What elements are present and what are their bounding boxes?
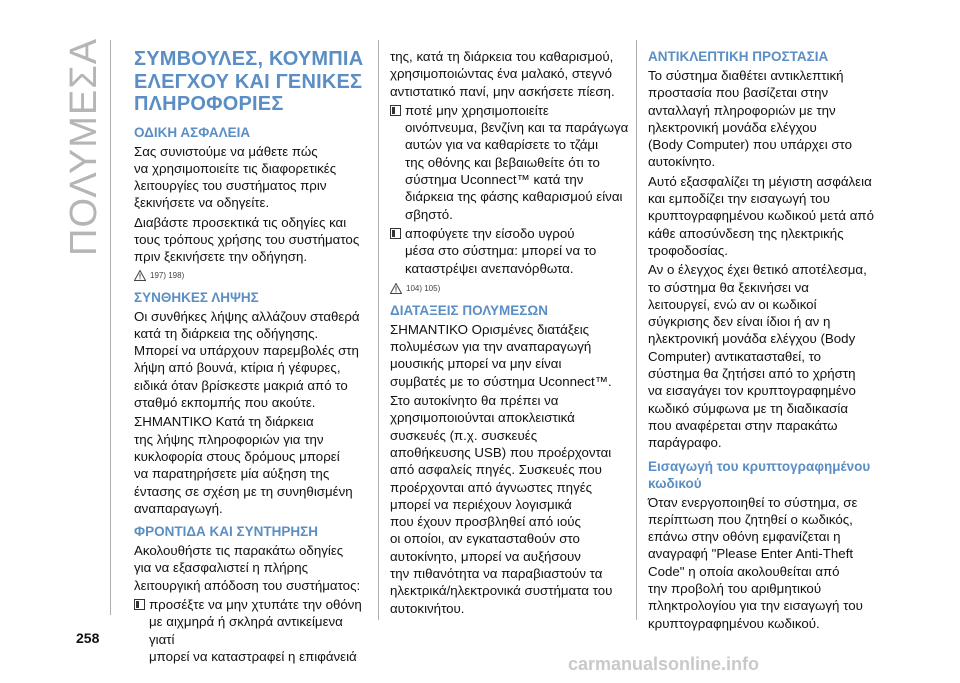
list-item-text: προσέξτε να μην χτυπάτε την οθόνη με αιχμηρά ή σκληρά αντικείμενα γιατί μπορεί να καταστραφεί η επιφάνειά <box>149 597 362 664</box>
column-divider <box>378 40 379 620</box>
paragraph: Το σύστημα διαθέτει αντικλεπτική προστασία που βασίζεται στην ανταλλαγή πληροφοριών με την ηλεκτρονική μονάδα ελέγχου (Body Computer) που υπάρχει στο αυτοκίνητο. <box>648 68 853 170</box>
paragraph: της, κατά τη διάρκεια του καθαρισμού, χρησιμοποιώντας ένα μαλακό, στεγνό αντιστατικό πανί, μην ασκήσετε πίεση. <box>390 49 615 99</box>
column-1 <box>134 48 370 667</box>
paragraph: Στο αυτοκίνητο θα πρέπει να χρησιμοποιούνται αποκλειστικά συσκευές (π.χ. συσκευές αποθήκευσης USB) που προέρχονται από ασφαλείς πηγές. Συσκευές που προέρχονται από άγνωστες πηγές μπορεί να περιέχουν λογισμικά που έχουν προσβληθεί από ιούς οι οποίοι, αν εγκατασταθούν στο αυτοκίνητο, μπορεί να αυξήσουν την πιθανότητα να παραβιαστούν τα ηλεκτρικά/ηλεκτρονικά συστήματα του αυτοκινήτου. <box>390 393 613 616</box>
section-heading-reception: ΣΥΝΘΗΚΕΣ ΛΗΨΗΣ <box>134 289 259 305</box>
chapter-title: ΣΥΜΒΟΥΛΕΣ, ΚΟΥΜΠΙΑ ΕΛΕΓΧΟΥ ΚΑΙ ΓΕΝΙΚΕΣ ΠΛΗΡΟΦΟΡΙΕΣ <box>134 48 364 115</box>
column-3 <box>648 48 888 634</box>
section-tab: ΠΟΛΥΜΕΣΑ <box>63 38 105 257</box>
list-item-text: αποφύγετε την είσοδο υγρού μέσα στο σύστημα: μπορεί να το καταστρέψει ανεπανόρθωτα. <box>405 225 597 276</box>
warning-triangle-icon <box>134 270 146 281</box>
list-item <box>390 102 630 225</box>
paragraph: Οι συνθήκες λήψης αλλάζουν σταθερά κατά τη διάρκεια της οδήγησης. Μπορεί να υπάρχουν παρεμβολές στη λήψη από βουνά, κτίρια ή γέφυρες, ειδικά όταν βρίσκεστε μακριά από το σταθμό εκπομπής που ακούτε. <box>134 308 360 411</box>
side-divider <box>110 40 111 615</box>
list-item <box>134 596 370 667</box>
paragraph: Σας συνιστούμε να μάθετε πώς να χρησιμοποιείτε τις διαφορετικές λειτουργίες του συστήματος πριν ξεκινήσετε να οδηγείτε. <box>134 143 337 211</box>
reference-numbers: 104) 105) <box>406 284 441 294</box>
paragraph: Αυτό εξασφαλίζει τη μέγιστη ασφάλεια και εμποδίζει την εισαγωγή του κρυπτογραφημένου κωδικού μετά από κάθε αποσύνδεση της ηλεκτρικής τροφοδοσίας. <box>648 173 874 258</box>
list-item <box>390 225 630 279</box>
section-heading-road-safety: ΟΔΙΚΗ ΑΣΦΑΛΕΙΑ <box>134 124 251 140</box>
column-2 <box>390 48 630 619</box>
section-heading-care: ΦΡΟΝΤΙΔΑ ΚΑΙ ΣΥΝΤΗΡΗΣΗ <box>134 524 318 540</box>
warning-triangle-icon <box>390 283 402 294</box>
section-heading-multimedia-devices: ΔΙΑΤΑΞΕΙΣ ΠΟΛΥΜΕΣΩΝ <box>390 302 548 318</box>
paragraph: Διαβάστε προσεκτικά τις οδηγίες και τους τρόπους χρήσης του συστήματος πριν ξεκινήσετε την οδήγηση. <box>134 214 360 265</box>
paragraph: Ακολουθήστε τις παρακάτω οδηγίες για να εξασφαλιστεί η πλήρης λειτουργική απόδοση του συστήματος: <box>134 543 361 593</box>
reference-numbers: 197) 198) <box>150 270 185 280</box>
column-divider <box>636 40 637 620</box>
page-number: 258 <box>76 630 100 646</box>
list-item-text: ποτέ μην χρησιμοποιείτε οινόπνευμα, βενζίνη και τα παράγωγα αυτών για να καθαρίσετε το τζάμι της οθόνης και βεβαιωθείτε ότι το σύστημα Uconnect™ κατά την διάρκεια της φάσης καθαρισμού είναι σβηστό. <box>405 102 629 222</box>
paragraph: ΣΗΜΑΝΤΙΚΟ Κατά τη διάρκεια της λήψης πληροφοριών για την κυκλοφορία στους δρόμους μπορεί να παρατηρήσετε μία αύξηση της έντασης σε σχέση με τη συνηθισμένη αναπαραγωγή. <box>134 414 353 516</box>
paragraph: Όταν ενεργοποιηθεί το σύστημα, σε περίπτωση που ζητηθεί ο κωδικός, επάνω στην οθόνη εμφανίζεται η αναγραφή "Please Enter Anti-Theft Code" η οποία ακολουθείται από την προβολή του αριθμητικού πληκτρολογίου για την εισαγωγή του κρυπτογραφημένου κωδικού. <box>648 494 863 631</box>
warning-references <box>390 282 630 296</box>
section-heading-anti-theft: ΑΝΤΙΚΛΕΠΤΙΚΗ ΠΡΟΣΤΑΣΙΑ <box>648 49 829 64</box>
section-heading-code-entry: Εισαγωγή του κρυπτογραφημένου κωδικού <box>648 458 871 491</box>
paragraph: ΣΗΜΑΝΤΙΚΟ Ορισμένες διατάξεις πολυμέσων για την αναπαραγωγή μουσικής μπορεί να μην είναι συμβατές με το σύστημα Uconnect™. <box>390 321 612 389</box>
note-book-icon <box>390 228 401 239</box>
warning-references <box>134 269 370 283</box>
note-book-icon <box>134 599 145 610</box>
paragraph: Αν ο έλεγχος έχει θετικό αποτέλεσμα, το σύστημα θα ξεκινήσει να λειτουργεί, ενώ αν οι κωδικοί σύγκρισης δεν είναι ίδιοι ή αν η ηλεκτρονική μονάδα ελέγχου (Body Computer) αντικατασταθεί, το σύστημα θα ζητήσει από το χρήστη να εισαγάγει τον κρυπτογραφημένο κωδικό σύμφωνα με τη διαδικασία που αναφέρεται στην παρακάτω παράγραφο. <box>648 262 867 451</box>
watermark: carmanualsonline.info <box>568 654 760 674</box>
note-book-icon <box>390 105 401 116</box>
